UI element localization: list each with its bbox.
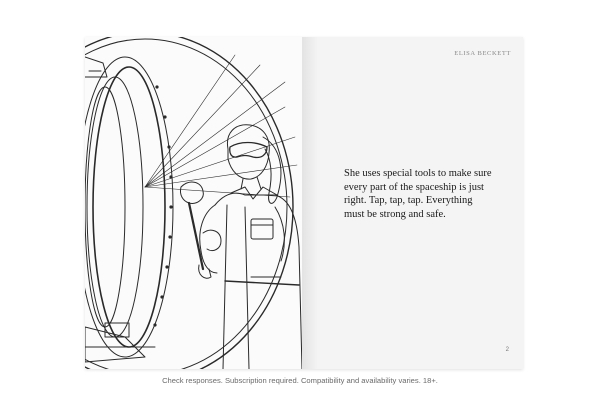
footer-disclaimer: Check responses. Subscription required. Compatibility and availability varies. 18+. [162, 376, 438, 385]
right-page [302, 37, 523, 369]
book-gutter [302, 37, 318, 369]
page-number: 2 [505, 347, 509, 353]
author-running-head: ELISA BECKETT [454, 50, 511, 57]
left-page [85, 37, 303, 369]
open-book [85, 37, 523, 369]
story-text: She uses special tools to make sure every part of the spaceship is just right. Tap, tap, tap. Everything must be strong and safe. [344, 168, 492, 220]
coloring-illustration [85, 37, 302, 369]
